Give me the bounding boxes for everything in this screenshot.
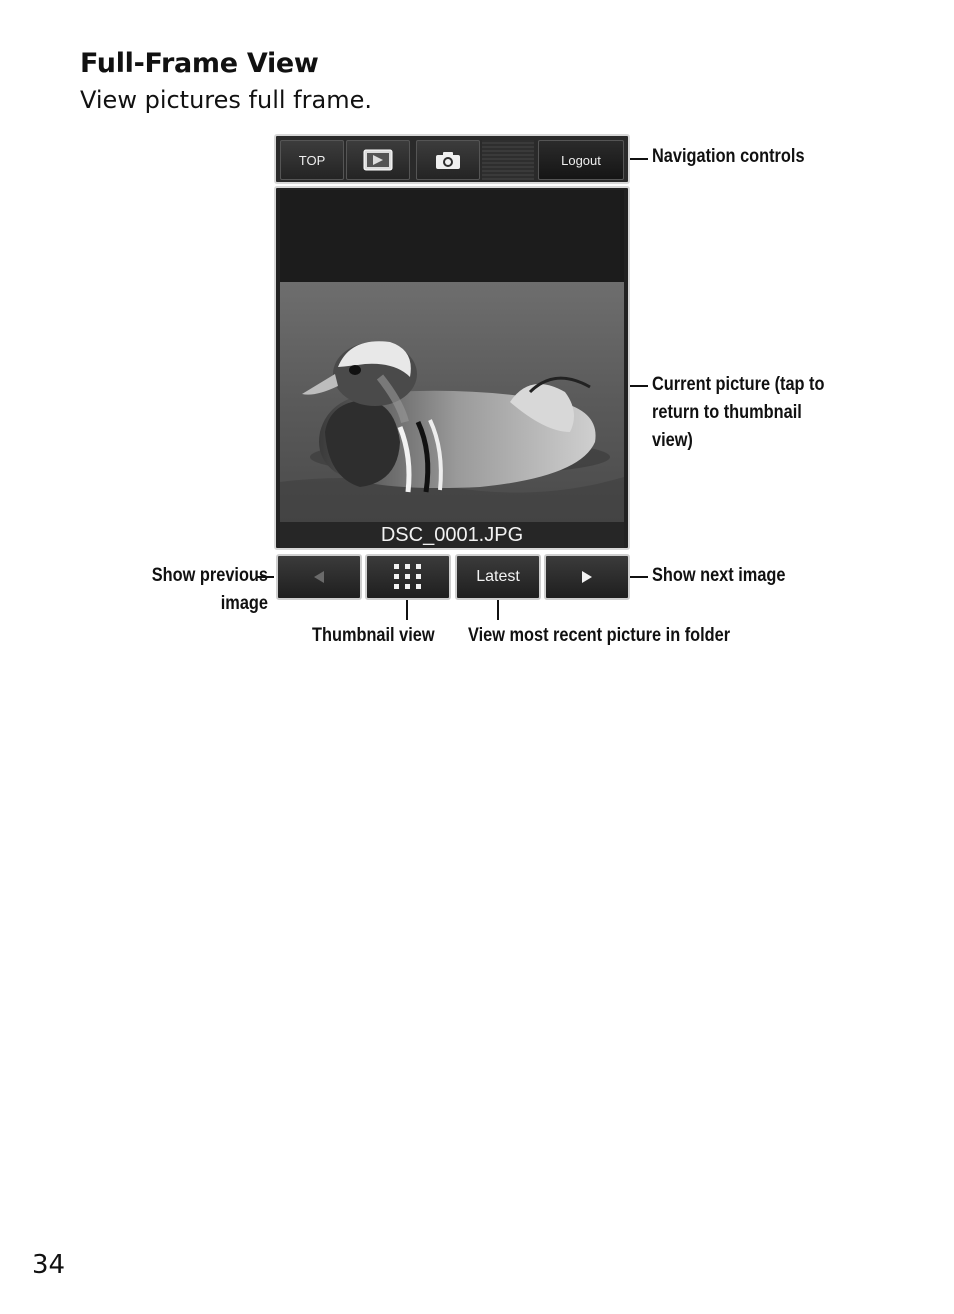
previous-callout-line1: Show previous [151,565,268,586]
current-picture-callout-line3: view) [652,430,693,451]
camera-icon [435,150,461,170]
current-picture-callout-line1: Current picture (tap to [652,374,825,395]
navigation-callout-line [630,158,648,160]
grid-icon [392,563,424,591]
previous-image-button[interactable] [276,554,362,600]
next-arrow-icon [579,569,595,585]
page-title: Full-Frame View [80,48,319,79]
picture-top-area [280,190,624,282]
next-callout-line [630,576,648,578]
next-image-button[interactable] [544,554,630,600]
camera-button[interactable] [416,140,480,180]
top-button[interactable]: TOP [280,140,344,180]
latest-callout: View most recent picture in folder [468,625,731,646]
thumbnail-view-button[interactable] [365,554,451,600]
picture-duck-image [280,282,624,522]
current-picture-callout-line2: return to thumbnail [652,402,802,423]
current-picture[interactable] [274,186,630,550]
picture-callout-line [630,385,648,387]
navigation-callout: Navigation controls [652,146,805,167]
previous-arrow-icon [311,569,327,585]
page-number: 34 [32,1250,66,1280]
thumbnail-callout: Thumbnail view [312,625,435,646]
previous-callout-line2: image [220,593,268,614]
picture-filename: DSC_0001.JPG [280,522,624,548]
playback-button[interactable] [346,140,410,180]
navigation-controls [274,134,630,184]
nav-spacer [482,140,534,180]
logout-button[interactable]: Logout [538,140,624,180]
page-subtitle: View pictures full frame. [80,86,372,114]
playback-icon [363,149,393,171]
latest-callout-line [497,600,499,620]
next-callout: Show next image [652,565,786,586]
latest-button[interactable]: Latest [455,554,541,600]
thumbnail-callout-line [406,600,408,620]
